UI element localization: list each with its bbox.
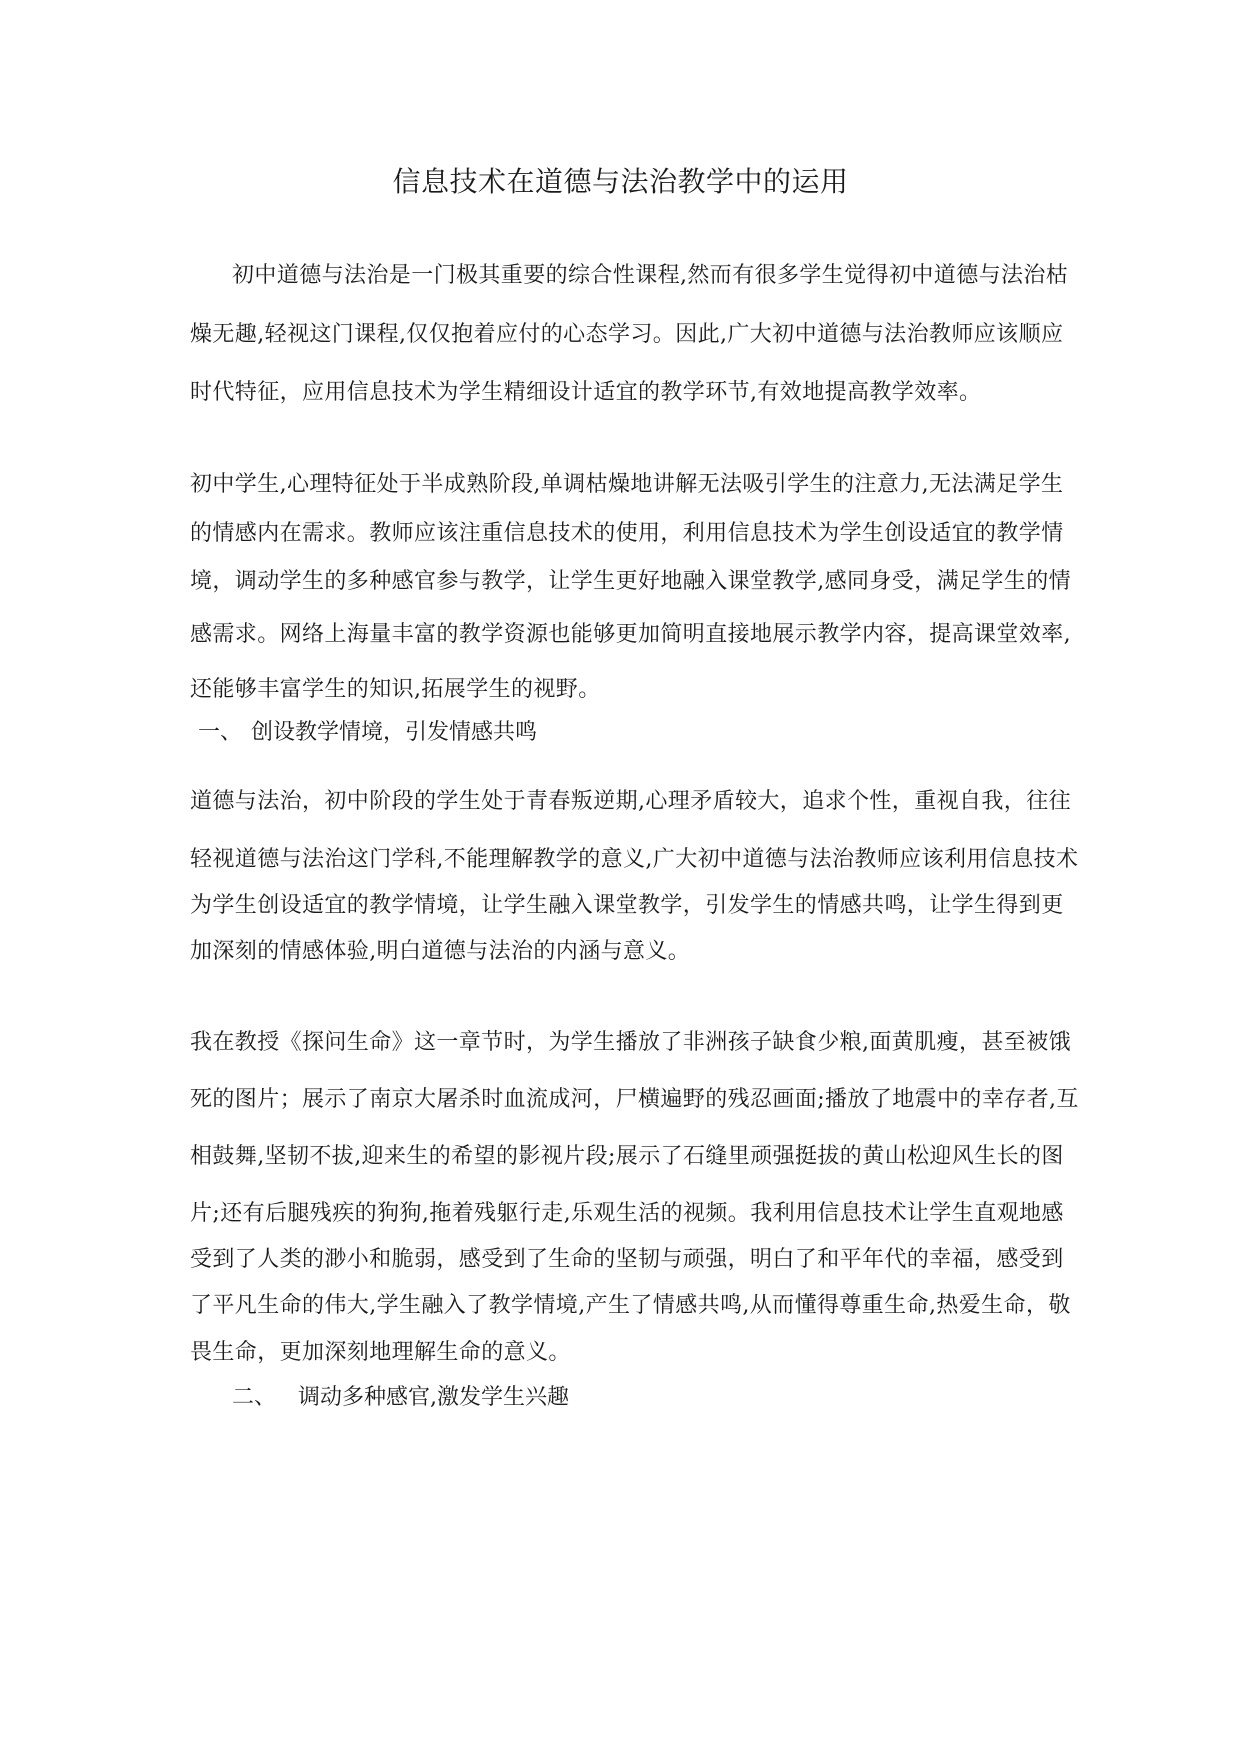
paragraph-line: 还能够丰富学生的知识,拓展学生的视野。 bbox=[190, 677, 601, 702]
section-number: 二、 bbox=[232, 1385, 277, 1410]
paragraph-line: 初中学生,心理特征处于半成熟阶段,单调枯燥地讲解无法吸引学生的注意力,无法满足学生 bbox=[190, 472, 1064, 497]
paragraph-line: 畏生命，更加深刻地理解生命的意义。 bbox=[190, 1340, 571, 1365]
paragraph-line: 加深刻的情感体验,明白道德与法治的内涵与意义。 bbox=[190, 939, 691, 964]
intro-line: 时代特征，应用信息技术为学生精细设计适宜的教学环节,有效地提高教学效率。 bbox=[190, 380, 982, 405]
section-title: 调动多种感官,激发学生兴趣 bbox=[298, 1385, 569, 1410]
section-heading bbox=[198, 718, 537, 748]
section-title: 创设教学情境，引发情感共鸣 bbox=[251, 720, 538, 745]
paragraph-line: 道德与法治，初中阶段的学生处于青春叛逆期,心理矛盾较大，追求个性，重视自我，往往 bbox=[190, 789, 1071, 814]
paragraph-line: 境，调动学生的多种感官参与教学，让学生更好地融入课堂教学,感同身受，满足学生的情 bbox=[190, 569, 1071, 594]
paragraph-line: 相鼓舞,坚韧不拔,迎来生的希望的影视片段;展示了石缝里顽强挺拔的黄山松迎风生长的图 bbox=[190, 1144, 1064, 1169]
intro-line: 初中道德与法治是一门极其重要的综合性课程,然而有很多学生觉得初中道德与法治枯 bbox=[232, 263, 1069, 288]
paragraph-line: 了平凡生命的伟大,学生融入了教学情境,产生了情感共鸣,从而懂得尊重生命,热爱生命，敬 bbox=[190, 1293, 1071, 1318]
paragraph-line: 死的图片；展示了南京大屠杀时血流成河，尸横遍野的残忍画面;播放了地震中的幸存者,互 bbox=[190, 1087, 1079, 1112]
paragraph-line: 为学生创设适宜的教学情境，让学生融入课堂教学，引发学生的情感共鸣，让学生得到更 bbox=[190, 893, 1064, 918]
document-title: 信息技术在道德与法治教学中的运用 bbox=[392, 165, 849, 198]
intro-line: 燥无趣,轻视这门课程,仅仅抱着应付的心态学习。因此,广大初中道德与法治教师应该顺应 bbox=[190, 322, 1064, 347]
paragraph-line: 我在教授《探问生命》这一章节时，为学生播放了非洲孩子缺食少粮,面黄肌瘦，甚至被饿 bbox=[190, 1030, 1071, 1055]
paragraph-line: 感需求。网络上海量丰富的教学资源也能够更加简明直接地展示教学内容，提高课堂效率, bbox=[190, 622, 1071, 647]
section-heading bbox=[232, 1383, 569, 1413]
section-number: 一、 bbox=[198, 720, 243, 745]
paragraph-line: 受到了人类的渺小和脆弱，感受到了生命的坚韧与顽强，明白了和平年代的幸福，感受到 bbox=[190, 1247, 1064, 1272]
paragraph-line: 轻视道德与法治这门学科,不能理解教学的意义,广大初中道德与法治教师应该利用信息技术 bbox=[190, 847, 1079, 872]
paragraph-line: 片;还有后腿残疾的狗狗,拖着残躯行走,乐观生活的视频。我利用信息技术让学生直观地感 bbox=[190, 1201, 1064, 1226]
paragraph-line: 的情感内在需求。教师应该注重信息技术的使用，利用信息技术为学生创设适宜的教学情 bbox=[190, 521, 1064, 546]
